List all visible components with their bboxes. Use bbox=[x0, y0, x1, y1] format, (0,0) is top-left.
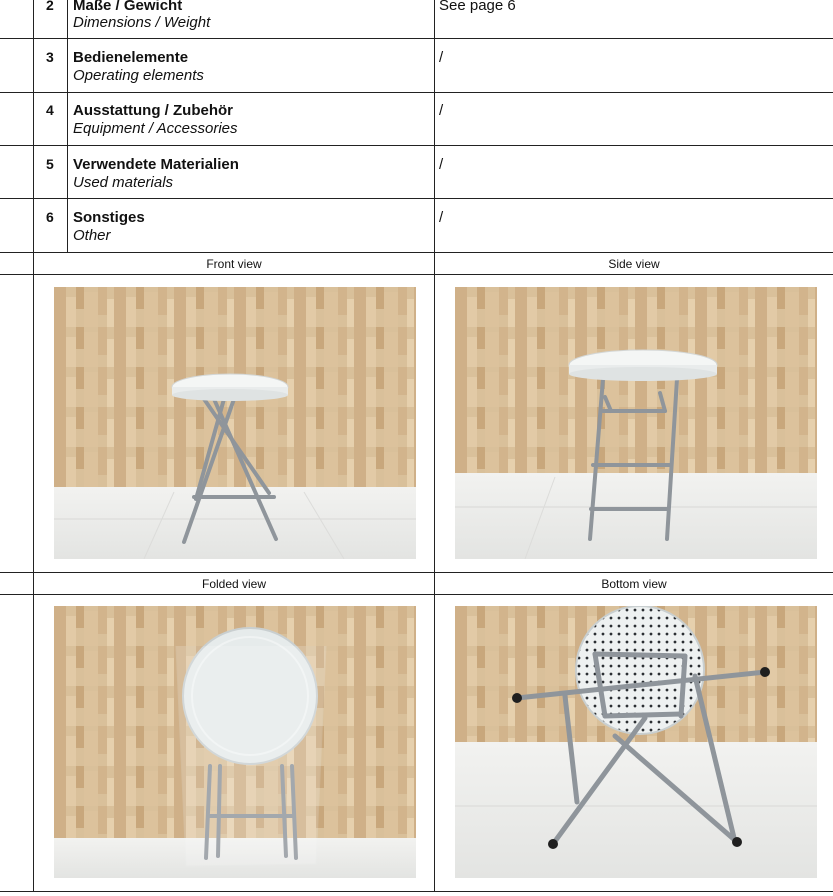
row-value: / bbox=[439, 49, 444, 66]
front-view-photo bbox=[54, 287, 416, 559]
row-label-en: Equipment / Accessories bbox=[73, 120, 238, 137]
row-number: 5 bbox=[46, 156, 54, 172]
row-label-en: Operating elements bbox=[73, 67, 204, 84]
row-label-de: Ausstattung / Zubehör bbox=[73, 102, 233, 119]
row-label-en: Other bbox=[73, 227, 111, 244]
caption-side-view: Side view bbox=[608, 257, 660, 271]
bottom-view-photo bbox=[455, 606, 817, 878]
row-label-en: Used materials bbox=[73, 174, 174, 191]
row-number: 4 bbox=[46, 102, 54, 118]
folded-view-photo bbox=[54, 606, 416, 878]
row-label-de: Sonstiges bbox=[73, 209, 145, 226]
row-label-de: Bedienelemente bbox=[73, 49, 189, 66]
row-label-de: Maße / Gewicht bbox=[73, 0, 183, 14]
row-number: 3 bbox=[46, 49, 54, 65]
caption-front-view: Front view bbox=[206, 257, 262, 271]
caption-folded-view: Folded view bbox=[201, 577, 267, 591]
side-view-photo bbox=[455, 287, 817, 559]
row-number: 2 bbox=[46, 0, 54, 13]
caption-bottom-view: Bottom view bbox=[601, 577, 667, 591]
row-value: / bbox=[439, 102, 444, 119]
row-label-en: Dimensions / Weight bbox=[73, 14, 211, 31]
row-value: / bbox=[439, 209, 444, 226]
row-value: / bbox=[439, 156, 444, 173]
row-value: See page 6 bbox=[439, 0, 516, 14]
row-number: 6 bbox=[46, 209, 54, 225]
row-label-de: Verwendete Materialien bbox=[73, 156, 239, 173]
